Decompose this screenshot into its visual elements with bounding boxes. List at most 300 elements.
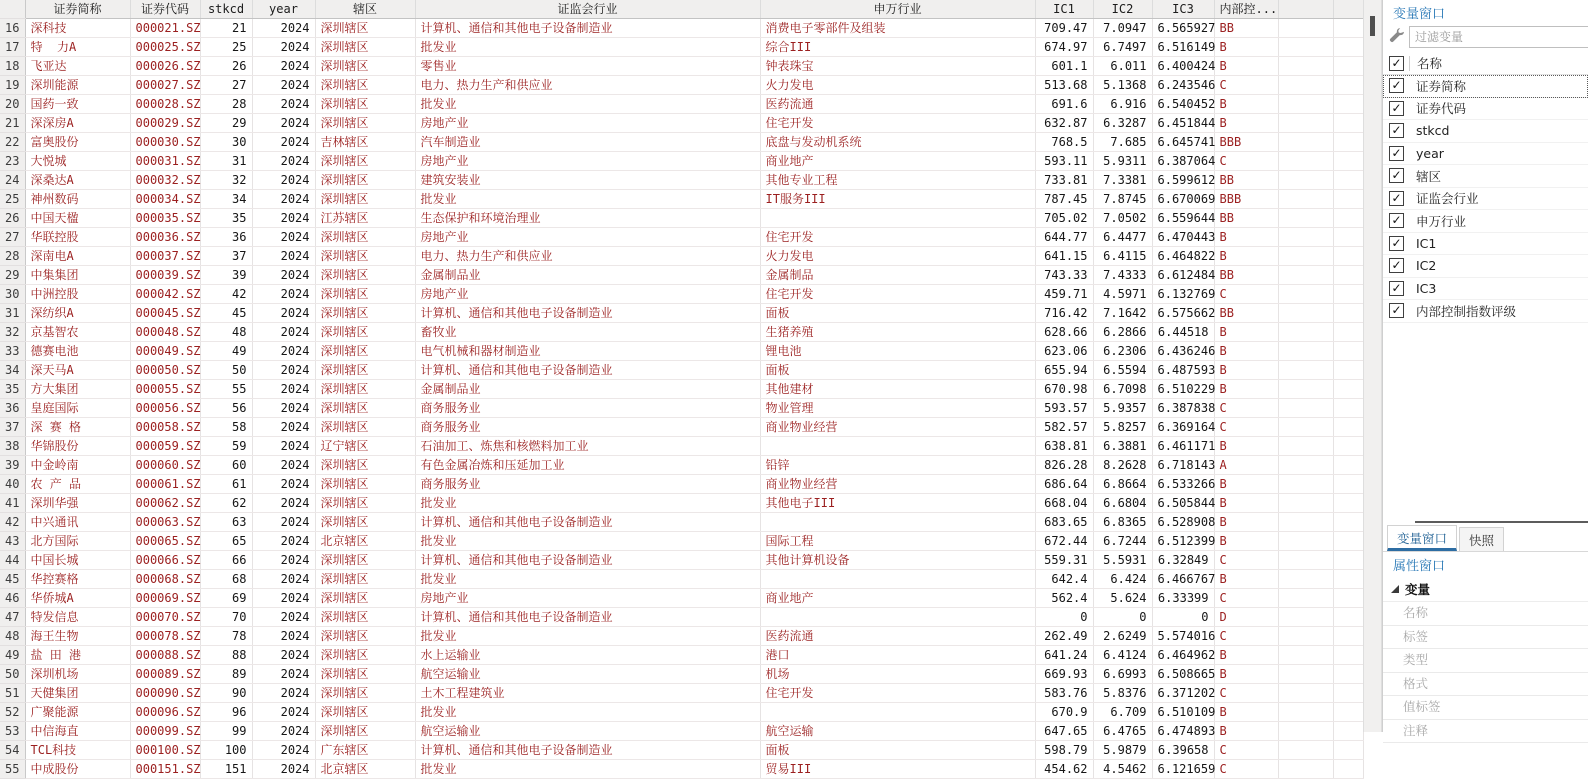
cell-ic3[interactable]: 6.436246 [1152,342,1214,361]
cell-empty[interactable] [1278,76,1333,95]
cell-ic2[interactable]: 4.5462 [1093,760,1152,779]
cell-ic1[interactable]: 454.62 [1035,760,1093,779]
cell-csrc[interactable]: 计算机、通信和其他电子设备制造业 [415,608,760,627]
cell-empty[interactable] [1278,57,1333,76]
cell-empty[interactable] [1333,133,1363,152]
cell-csrc[interactable]: 电力、热力生产和供应业 [415,76,760,95]
cell-ic1[interactable]: 674.97 [1035,38,1093,57]
cell-rating[interactable]: B [1214,475,1278,494]
cell-ic2[interactable]: 7.3381 [1093,171,1152,190]
cell-name[interactable]: 广聚能源 [25,703,130,722]
cell-empty[interactable] [1278,19,1333,38]
cell-region[interactable]: 深圳辖区 [315,342,415,361]
cell-code[interactable]: 000089.SZ [130,665,200,684]
cell-empty[interactable] [1278,760,1333,779]
cell-year[interactable]: 2024 [252,608,315,627]
cell-year[interactable]: 2024 [252,171,315,190]
cell-rating[interactable]: BB [1214,266,1278,285]
cell-sw[interactable]: 航空运输 [760,722,1035,741]
cell-sw[interactable]: 住宅开发 [760,114,1035,133]
cell-ic2[interactable]: 6.2306 [1093,342,1152,361]
cell-ic3[interactable]: 6.33399 [1152,589,1214,608]
cell-empty[interactable] [1278,627,1333,646]
row-number[interactable]: 16 [0,19,25,38]
cell-sw[interactable]: 商业地产 [760,589,1035,608]
cell-stkcd[interactable]: 35 [200,209,252,228]
cell-empty[interactable] [1333,475,1363,494]
cell-empty[interactable] [1278,551,1333,570]
cell-csrc[interactable]: 房地产业 [415,589,760,608]
row-number[interactable]: 20 [0,95,25,114]
cell-empty[interactable] [1278,228,1333,247]
variable-checkbox[interactable]: ✓ [1389,191,1404,206]
cell-stkcd[interactable]: 32 [200,171,252,190]
cell-code[interactable]: 000055.SZ [130,380,200,399]
cell-csrc[interactable]: 金属制品业 [415,266,760,285]
cell-sw[interactable]: 医药流通 [760,95,1035,114]
cell-rating[interactable]: C [1214,627,1278,646]
cell-stkcd[interactable]: 36 [200,228,252,247]
cell-name[interactable]: TCL科技 [25,741,130,760]
cell-stkcd[interactable]: 28 [200,95,252,114]
cell-stkcd[interactable]: 30 [200,133,252,152]
properties-variable-section[interactable] [1383,576,1588,602]
cell-stkcd[interactable]: 69 [200,589,252,608]
cell-csrc[interactable]: 批发业 [415,760,760,779]
cell-rating[interactable]: B [1214,703,1278,722]
cell-csrc[interactable]: 批发业 [415,38,760,57]
filter-wrench-icon[interactable] [1388,27,1405,47]
cell-region[interactable]: 深圳辖区 [315,304,415,323]
cell-empty[interactable] [1333,380,1363,399]
cell-stkcd[interactable]: 34 [200,190,252,209]
column-header-rating[interactable]: 内部控... [1214,0,1278,19]
cell-sw[interactable]: 其他专业工程 [760,171,1035,190]
cell-rating[interactable]: B [1214,722,1278,741]
cell-year[interactable]: 2024 [252,209,315,228]
cell-empty[interactable] [1333,285,1363,304]
cell-rating[interactable]: B [1214,228,1278,247]
cell-empty[interactable] [1333,171,1363,190]
cell-csrc[interactable]: 计算机、通信和其他电子设备制造业 [415,304,760,323]
cell-code[interactable]: 000060.SZ [130,456,200,475]
cell-ic3[interactable]: 6.464822 [1152,247,1214,266]
cell-empty[interactable] [1333,437,1363,456]
variable-item-内部控制指数评级[interactable] [1383,300,1588,323]
cell-year[interactable]: 2024 [252,589,315,608]
cell-ic3[interactable]: 6.44518 [1152,323,1214,342]
cell-empty[interactable] [1333,247,1363,266]
cell-ic1[interactable]: 459.71 [1035,285,1093,304]
cell-csrc[interactable]: 石油加工、炼焦和核燃料加工业 [415,437,760,456]
cell-empty[interactable] [1278,494,1333,513]
cell-sw[interactable]: 面板 [760,361,1035,380]
cell-year[interactable]: 2024 [252,722,315,741]
cell-stkcd[interactable]: 65 [200,532,252,551]
cell-code[interactable]: 000070.SZ [130,608,200,627]
cell-code[interactable]: 000100.SZ [130,741,200,760]
cell-ic2[interactable]: 6.6804 [1093,494,1152,513]
cell-region[interactable]: 深圳辖区 [315,76,415,95]
cell-ic3[interactable]: 6.516149 [1152,38,1214,57]
cell-ic3[interactable]: 6.243546 [1152,76,1214,95]
cell-ic2[interactable]: 5.8257 [1093,418,1152,437]
cell-rating[interactable]: B [1214,380,1278,399]
cell-ic2[interactable]: 5.9311 [1093,152,1152,171]
variable-item-证券简称[interactable] [1383,75,1588,98]
cell-stkcd[interactable]: 42 [200,285,252,304]
cell-empty[interactable] [1278,342,1333,361]
cell-region[interactable]: 吉林辖区 [315,133,415,152]
cell-name[interactable]: 大悦城 [25,152,130,171]
cell-stkcd[interactable]: 50 [200,361,252,380]
cell-rating[interactable]: BB [1214,171,1278,190]
cell-ic3[interactable]: 6.645741 [1152,133,1214,152]
row-number[interactable]: 41 [0,494,25,513]
cell-ic2[interactable]: 6.424 [1093,570,1152,589]
cell-ic1[interactable]: 691.6 [1035,95,1093,114]
cell-empty[interactable] [1278,475,1333,494]
cell-rating[interactable]: B [1214,342,1278,361]
row-number[interactable]: 39 [0,456,25,475]
cell-year[interactable]: 2024 [252,323,315,342]
cell-stkcd[interactable]: 25 [200,38,252,57]
cell-code[interactable]: 000058.SZ [130,418,200,437]
cell-empty[interactable] [1278,304,1333,323]
cell-code[interactable]: 000068.SZ [130,570,200,589]
cell-sw[interactable]: 住宅开发 [760,285,1035,304]
cell-ic3[interactable]: 6.528908 [1152,513,1214,532]
cell-empty[interactable] [1278,266,1333,285]
cell-region[interactable]: 深圳辖区 [315,703,415,722]
cell-region[interactable]: 深圳辖区 [315,228,415,247]
cell-csrc[interactable]: 计算机、通信和其他电子设备制造业 [415,513,760,532]
cell-year[interactable]: 2024 [252,684,315,703]
row-number[interactable]: 50 [0,665,25,684]
cell-region[interactable]: 北京辖区 [315,760,415,779]
cell-ic3[interactable]: 6.533266 [1152,475,1214,494]
cell-ic3[interactable]: 6.400424 [1152,57,1214,76]
splitter-handle[interactable] [1415,521,1588,523]
cell-ic2[interactable]: 5.624 [1093,589,1152,608]
cell-empty[interactable] [1278,513,1333,532]
cell-region[interactable]: 深圳辖区 [315,19,415,38]
cell-code[interactable]: 000030.SZ [130,133,200,152]
cell-year[interactable]: 2024 [252,228,315,247]
cell-stkcd[interactable]: 100 [200,741,252,760]
cell-rating[interactable]: C [1214,76,1278,95]
cell-ic3[interactable]: 6.461171 [1152,437,1214,456]
cell-region[interactable]: 深圳辖区 [315,114,415,133]
cell-ic3[interactable]: 6.540452 [1152,95,1214,114]
cell-year[interactable]: 2024 [252,266,315,285]
cell-ic3[interactable]: 6.487593 [1152,361,1214,380]
cell-year[interactable]: 2024 [252,760,315,779]
cell-stkcd[interactable]: 49 [200,342,252,361]
cell-code[interactable]: 000031.SZ [130,152,200,171]
cell-year[interactable]: 2024 [252,152,315,171]
cell-ic3[interactable]: 6.670069 [1152,190,1214,209]
cell-empty[interactable] [1278,152,1333,171]
cell-ic2[interactable]: 7.1642 [1093,304,1152,323]
select-all-checkbox[interactable]: ✓ [1389,56,1404,71]
cell-sw[interactable] [760,570,1035,589]
cell-csrc[interactable]: 批发业 [415,190,760,209]
cell-year[interactable]: 2024 [252,418,315,437]
cell-ic3[interactable]: 6.470443 [1152,228,1214,247]
cell-ic2[interactable]: 4.5971 [1093,285,1152,304]
cell-stkcd[interactable]: 37 [200,247,252,266]
cell-year[interactable]: 2024 [252,741,315,760]
cell-code[interactable]: 000069.SZ [130,589,200,608]
column-header-sw[interactable]: 申万行业 [760,0,1035,19]
cell-ic3[interactable]: 6.121659 [1152,760,1214,779]
variable-item-申万行业[interactable] [1383,210,1588,233]
cell-region[interactable]: 深圳辖区 [315,57,415,76]
cell-empty[interactable] [1278,209,1333,228]
cell-empty[interactable] [1333,646,1363,665]
cell-year[interactable]: 2024 [252,532,315,551]
cell-year[interactable]: 2024 [252,361,315,380]
variable-checkbox[interactable]: ✓ [1389,213,1404,228]
cell-rating[interactable]: B [1214,513,1278,532]
cell-ic1[interactable]: 598.79 [1035,741,1093,760]
cell-rating[interactable]: A [1214,456,1278,475]
cell-empty[interactable] [1333,342,1363,361]
cell-rating[interactable]: C [1214,551,1278,570]
cell-name[interactable]: 深圳华强 [25,494,130,513]
cell-code[interactable]: 000062.SZ [130,494,200,513]
cell-empty[interactable] [1278,570,1333,589]
cell-empty[interactable] [1333,323,1363,342]
cell-rating[interactable]: C [1214,741,1278,760]
cell-empty[interactable] [1333,722,1363,741]
cell-sw[interactable]: 金属制品 [760,266,1035,285]
cell-empty[interactable] [1278,361,1333,380]
cell-empty[interactable] [1333,76,1363,95]
cell-empty[interactable] [1333,19,1363,38]
row-number[interactable]: 34 [0,361,25,380]
cell-region[interactable]: 深圳辖区 [315,551,415,570]
cell-empty[interactable] [1278,285,1333,304]
cell-ic1[interactable]: 593.11 [1035,152,1093,171]
cell-empty[interactable] [1333,608,1363,627]
cell-ic2[interactable]: 6.3287 [1093,114,1152,133]
cell-csrc[interactable]: 房地产业 [415,285,760,304]
cell-empty[interactable] [1333,114,1363,133]
cell-ic2[interactable]: 7.685 [1093,133,1152,152]
row-number[interactable]: 31 [0,304,25,323]
column-header-csrc[interactable]: 证监会行业 [415,0,760,19]
cell-sw[interactable]: 其他计算机设备 [760,551,1035,570]
cell-ic2[interactable]: 6.2866 [1093,323,1152,342]
variable-checkbox[interactable]: ✓ [1389,236,1404,251]
cell-region[interactable]: 深圳辖区 [315,684,415,703]
cell-name[interactable]: 农 产 品 [25,475,130,494]
cell-empty[interactable] [1333,589,1363,608]
variable-item-IC2[interactable] [1383,255,1588,278]
cell-ic3[interactable]: 6.565927 [1152,19,1214,38]
cell-name[interactable]: 深 赛 格 [25,418,130,437]
cell-name[interactable]: 华控赛格 [25,570,130,589]
cell-rating[interactable]: BBB [1214,190,1278,209]
cell-rating[interactable]: BB [1214,19,1278,38]
cell-year[interactable]: 2024 [252,399,315,418]
cell-region[interactable]: 深圳辖区 [315,285,415,304]
cell-ic2[interactable]: 7.8745 [1093,190,1152,209]
cell-year[interactable]: 2024 [252,646,315,665]
cell-stkcd[interactable]: 27 [200,76,252,95]
row-number[interactable]: 21 [0,114,25,133]
row-number[interactable]: 46 [0,589,25,608]
cell-ic2[interactable]: 7.4333 [1093,266,1152,285]
cell-csrc[interactable]: 生态保护和环境治理业 [415,209,760,228]
cell-code[interactable]: 000056.SZ [130,399,200,418]
cell-code[interactable]: 000065.SZ [130,532,200,551]
cell-csrc[interactable]: 土木工程建筑业 [415,684,760,703]
cell-ic1[interactable]: 670.98 [1035,380,1093,399]
cell-name[interactable]: 深圳机场 [25,665,130,684]
cell-code[interactable]: 000090.SZ [130,684,200,703]
cell-stkcd[interactable]: 70 [200,608,252,627]
cell-rating[interactable]: B [1214,437,1278,456]
cell-ic2[interactable]: 6.6993 [1093,665,1152,684]
cell-ic1[interactable]: 670.9 [1035,703,1093,722]
cell-region[interactable]: 深圳辖区 [315,361,415,380]
cell-stkcd[interactable]: 45 [200,304,252,323]
cell-ic1[interactable]: 582.57 [1035,418,1093,437]
cell-name[interactable]: 华锦股份 [25,437,130,456]
cell-region[interactable]: 深圳辖区 [315,456,415,475]
cell-year[interactable]: 2024 [252,114,315,133]
cell-empty[interactable] [1333,551,1363,570]
cell-region[interactable]: 深圳辖区 [315,627,415,646]
row-number[interactable]: 32 [0,323,25,342]
cell-ic1[interactable]: 638.81 [1035,437,1093,456]
cell-ic3[interactable]: 6.464962 [1152,646,1214,665]
cell-ic1[interactable]: 647.65 [1035,722,1093,741]
variable-item-stkcd[interactable] [1383,120,1588,143]
cell-rating[interactable]: B [1214,323,1278,342]
row-number[interactable]: 51 [0,684,25,703]
cell-ic2[interactable]: 6.4765 [1093,722,1152,741]
cell-ic2[interactable]: 6.7098 [1093,380,1152,399]
row-number[interactable]: 44 [0,551,25,570]
cell-region[interactable]: 深圳辖区 [315,323,415,342]
cell-empty[interactable] [1333,570,1363,589]
cell-region[interactable]: 深圳辖区 [315,247,415,266]
cell-csrc[interactable]: 计算机、通信和其他电子设备制造业 [415,551,760,570]
row-number[interactable]: 45 [0,570,25,589]
cell-name[interactable]: 盐 田 港 [25,646,130,665]
cell-sw[interactable]: 底盘与发动机系统 [760,133,1035,152]
cell-region[interactable]: 深圳辖区 [315,570,415,589]
cell-empty[interactable] [1278,532,1333,551]
cell-empty[interactable] [1333,741,1363,760]
cell-empty[interactable] [1333,95,1363,114]
cell-ic2[interactable]: 7.0502 [1093,209,1152,228]
cell-region[interactable]: 辽宁辖区 [315,437,415,456]
cell-rating[interactable]: B [1214,494,1278,513]
cell-region[interactable]: 深圳辖区 [315,399,415,418]
cell-rating[interactable]: B [1214,532,1278,551]
cell-empty[interactable] [1333,418,1363,437]
row-number[interactable]: 52 [0,703,25,722]
cell-name[interactable]: 飞亚达 [25,57,130,76]
variable-item-证监会行业[interactable] [1383,188,1588,211]
cell-csrc[interactable]: 有色金属冶炼和压延加工业 [415,456,760,475]
cell-rating[interactable]: B [1214,361,1278,380]
cell-empty[interactable] [1278,247,1333,266]
row-number[interactable]: 35 [0,380,25,399]
row-number[interactable]: 27 [0,228,25,247]
row-number[interactable]: 38 [0,437,25,456]
cell-ic2[interactable]: 5.9879 [1093,741,1152,760]
cell-empty[interactable] [1278,114,1333,133]
cell-year[interactable]: 2024 [252,380,315,399]
cell-stkcd[interactable]: 78 [200,627,252,646]
cell-code[interactable]: 000045.SZ [130,304,200,323]
row-number[interactable]: 28 [0,247,25,266]
cell-csrc[interactable]: 汽车制造业 [415,133,760,152]
row-number[interactable]: 24 [0,171,25,190]
cell-ic3[interactable]: 6.371202 [1152,684,1214,703]
cell-stkcd[interactable]: 60 [200,456,252,475]
cell-ic3[interactable]: 6.599612 [1152,171,1214,190]
cell-year[interactable]: 2024 [252,285,315,304]
cell-empty[interactable] [1333,228,1363,247]
cell-empty[interactable] [1278,190,1333,209]
cell-region[interactable]: 深圳辖区 [315,418,415,437]
row-number[interactable]: 26 [0,209,25,228]
cell-empty[interactable] [1333,399,1363,418]
tab-snapshots[interactable]: 快照 [1459,527,1504,551]
cell-empty[interactable] [1333,361,1363,380]
cell-name[interactable]: 京基智农 [25,323,130,342]
cell-year[interactable]: 2024 [252,437,315,456]
row-number[interactable]: 22 [0,133,25,152]
cell-year[interactable]: 2024 [252,494,315,513]
variable-checkbox[interactable]: ✓ [1389,101,1404,116]
cell-name[interactable]: 深科技 [25,19,130,38]
cell-year[interactable]: 2024 [252,342,315,361]
cell-ic2[interactable]: 6.709 [1093,703,1152,722]
cell-name[interactable]: 中兴通讯 [25,513,130,532]
cell-ic1[interactable]: 683.65 [1035,513,1093,532]
cell-sw[interactable] [760,513,1035,532]
cell-ic3[interactable]: 6.132769 [1152,285,1214,304]
cell-ic2[interactable]: 6.4124 [1093,646,1152,665]
cell-name[interactable]: 神州数码 [25,190,130,209]
cell-name[interactable]: 德赛电池 [25,342,130,361]
cell-rating[interactable]: BBB [1214,133,1278,152]
cell-sw[interactable]: 火力发电 [760,247,1035,266]
cell-ic3[interactable]: 6.387064 [1152,152,1214,171]
cell-empty[interactable] [1333,209,1363,228]
cell-empty[interactable] [1333,760,1363,779]
cell-name[interactable]: 中国天楹 [25,209,130,228]
cell-sw[interactable]: 火力发电 [760,76,1035,95]
cell-rating[interactable]: C [1214,285,1278,304]
cell-stkcd[interactable]: 59 [200,437,252,456]
cell-ic1[interactable]: 787.45 [1035,190,1093,209]
cell-empty[interactable] [1278,418,1333,437]
cell-ic2[interactable]: 0 [1093,608,1152,627]
cell-stkcd[interactable]: 29 [200,114,252,133]
cell-ic2[interactable]: 2.6249 [1093,627,1152,646]
cell-name[interactable]: 中金岭南 [25,456,130,475]
row-number[interactable]: 40 [0,475,25,494]
